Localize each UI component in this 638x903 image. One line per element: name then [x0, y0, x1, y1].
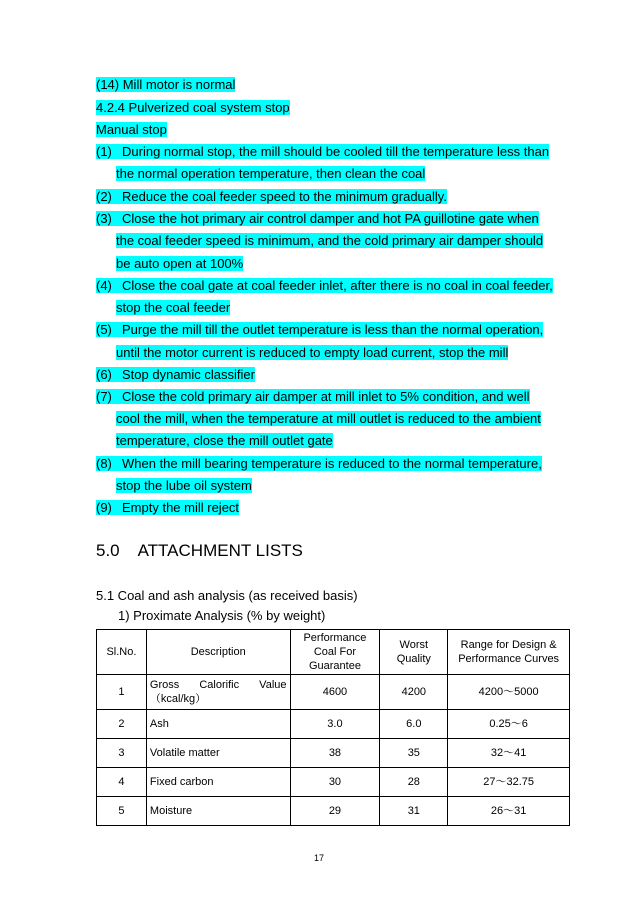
- cell-range: 27～32.75: [448, 768, 570, 797]
- step-5-cont: until the motor current is reduced to empty load current, stop the mill: [116, 345, 509, 360]
- table-row: [97, 710, 570, 739]
- step-8-cont: stop the lube oil system: [116, 478, 252, 493]
- manual-stop-heading: Manual stop: [96, 122, 167, 137]
- step-4: (4) Close the coal gate at coal feeder inlet, after there is no coal in coal feeder,: [96, 278, 553, 293]
- subsection-title: 5.1 Coal and ash analysis (as received basis): [96, 588, 358, 603]
- cell-range: 26～31: [448, 797, 570, 826]
- header-description: Description: [146, 630, 290, 675]
- step-1-cont: the normal operation temperature, then clean the coal: [116, 166, 426, 181]
- cell-performance: 3.0: [290, 710, 380, 739]
- cell-description: Ash: [146, 710, 290, 739]
- step-7-cont-1: cool the mill, when the temperature at mill outlet is reduced to the ambient: [116, 411, 541, 426]
- step-1: (1) During normal stop, the mill should be cooled till the temperature less than: [96, 144, 550, 159]
- step-7: (7) Close the cold primary air damper at mill inlet to 5% condition, and well: [96, 389, 530, 404]
- cell-slno: 3: [97, 739, 147, 768]
- section-heading: 4.2.4 Pulverized coal system stop: [96, 100, 290, 115]
- proximate-analysis-table: [96, 629, 570, 826]
- cell-slno: 4: [97, 768, 147, 797]
- step-3-cont-1: the coal feeder speed is minimum, and the cold primary air damper should: [116, 233, 544, 248]
- cell-description: Moisture: [146, 797, 290, 826]
- mill-motor-line: (14) Mill motor is normal: [96, 77, 236, 92]
- cell-worst: 31: [380, 797, 448, 826]
- step-3: (3) Close the hot primary air control damper and hot PA guillotine gate when: [96, 211, 539, 226]
- table-row: [97, 768, 570, 797]
- table-row: [97, 675, 570, 710]
- cell-description: Fixed carbon: [146, 768, 290, 797]
- table-row: [97, 797, 570, 826]
- page-number: 17: [313, 853, 324, 863]
- cell-worst: 4200: [380, 675, 448, 710]
- cell-range: 32～41: [448, 739, 570, 768]
- cell-range: 0.25～6: [448, 710, 570, 739]
- cell-description: Gross Calorific Value （kcal/kg）: [146, 675, 290, 710]
- cell-performance: 30: [290, 768, 380, 797]
- cell-slno: 5: [97, 797, 147, 826]
- step-8: (8) When the mill bearing temperature is reduced to the normal temperature,: [96, 456, 542, 471]
- step-2: (2) Reduce the coal feeder speed to the minimum gradually.: [96, 189, 447, 204]
- cell-performance: 4600: [290, 675, 380, 710]
- step-3-cont-2: be auto open at 100%: [116, 256, 244, 271]
- table-row: [97, 739, 570, 768]
- header-range: Range for Design & Performance Curves: [448, 630, 570, 675]
- header-performance-coal: Performance Coal For Guarantee: [290, 630, 380, 675]
- step-9: (9) Empty the mill reject: [96, 500, 240, 515]
- cell-slno: 2: [97, 710, 147, 739]
- cell-slno: 1: [97, 675, 147, 710]
- table-header-row: [97, 630, 570, 675]
- step-7-cont-2: temperature, close the mill outlet gate: [116, 433, 333, 448]
- cell-worst: 28: [380, 768, 448, 797]
- table-caption: 1) Proximate Analysis (% by weight): [118, 608, 326, 623]
- cell-worst: 6.0: [380, 710, 448, 739]
- header-worst-quality: Worst Quality: [380, 630, 448, 675]
- cell-description: Volatile matter: [146, 739, 290, 768]
- cell-performance: 29: [290, 797, 380, 826]
- step-4-cont: stop the coal feeder: [116, 300, 231, 315]
- header-slno: Sl.No.: [97, 630, 147, 675]
- attachment-title: 5.0 ATTACHMENT LISTS: [96, 541, 303, 560]
- cell-performance: 38: [290, 739, 380, 768]
- cell-range: 4200～5000: [448, 675, 570, 710]
- cell-worst: 35: [380, 739, 448, 768]
- step-6: (6) Stop dynamic classifier: [96, 367, 255, 382]
- step-5: (5) Purge the mill till the outlet temperature is less than the normal operation,: [96, 322, 544, 337]
